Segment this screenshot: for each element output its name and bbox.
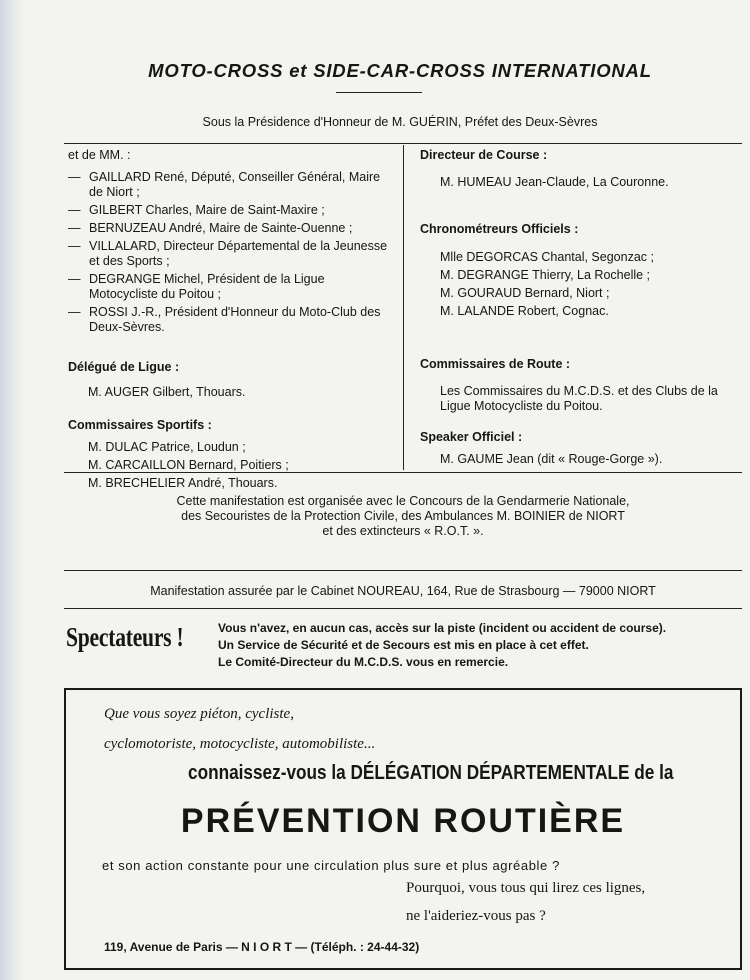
box-question-line2: ne l'aideriez-vous pas ? [406, 908, 546, 924]
delegue-heading: Délégué de Ligue : [68, 360, 180, 374]
insurance-top-divider [64, 570, 742, 571]
box-question-line1: Pourquoi, vous tous qui lirez ces lignes, [406, 880, 646, 896]
insurance-line: Manifestation assurée par le Cabinet NOUREAU, 164, Rue de Strasbourg — 79000 NIORT [150, 584, 656, 598]
list-item: M. BRECHELIER André, Thouars. [88, 476, 278, 490]
chrono-heading: Chronométreurs Officiels : [420, 222, 579, 236]
column-divider [403, 145, 404, 470]
spectators-title: Spectateurs ! [66, 622, 184, 652]
presidency-line: Sous la Présidence d'Honneur de M. GUÉRIN, Préfet des Deux-Sèvres [202, 115, 598, 129]
right-column [420, 148, 740, 190]
speaker-section [420, 430, 740, 467]
list-item: — GILBERT Charles, Maire de Saint-Maxire ; [68, 203, 325, 217]
list-item: M. DULAC Patrice, Loudun ; [88, 440, 246, 454]
prevention-routiere-title: PRÉVENTION ROUTIÈRE [180, 802, 626, 840]
box-intro-line1: Que vous soyez piéton, cycliste, [104, 706, 294, 722]
list-item: — VILLALARD, Directeur Départemental de la Jeunesse et des Sports ; [68, 239, 388, 268]
spectators-notice: Vous n'avez, en aucun cas, accès sur la piste (incident ou accident de course). Un Service de Sécurité et de Secours est mis en place à cet effet. Le Comité-Directeur du M.C.D.S. vous en remercie. [218, 621, 667, 669]
chrono-section [420, 222, 740, 322]
list-item: M. CARCAILLON Bernard, Poitiers ; [88, 458, 289, 472]
insurance-bottom-divider [64, 608, 742, 609]
list-item: M. LALANDE Robert, Cognac. [440, 304, 609, 318]
middle-divider [64, 472, 742, 473]
top-divider [64, 143, 742, 144]
delegue-name: M. AUGER Gilbert, Thouars. [88, 385, 246, 399]
members-intro: et de MM. : [68, 148, 131, 162]
route-text: Les Commissaires du M.C.D.S. et des Clubs de la Ligue Motocycliste du Poitou. [440, 384, 718, 413]
organisation-note: Cette manifestation est organisée avec le Concours de la Gendarmerie Nationale, des Secouristes de la Protection Civile, des Ambulances M. BOINIER de NIORT et des extincteurs « R.O.T. ». [176, 494, 630, 538]
box-question: connaissez-vous la DÉLÉGATION DÉPARTEMENTALE de la [188, 762, 674, 784]
chrono-list [420, 250, 740, 319]
delegue-section [68, 360, 394, 400]
honor-members-list [68, 170, 394, 335]
prevention-box [64, 688, 742, 970]
list-item: — ROSSI J.-R., Président d'Honneur du Moto-Club des Deux-Sèvres. [68, 305, 381, 334]
box-intro-line2: cyclomotoriste, motocycliste, automobiliste... [104, 736, 376, 752]
list-item: — BERNUZEAU André, Maire de Sainte-Ouenne ; [68, 221, 353, 235]
page-title: MOTO-CROSS et SIDE-CAR-CROSS INTERNATIONAL [148, 60, 652, 81]
list-item: Mlle DEGORCAS Chantal, Segonzac ; [440, 250, 654, 264]
left-column [68, 148, 394, 338]
speaker-name: M. GAUME Jean (dit « Rouge-Gorge »). [440, 452, 663, 466]
commissaires-list [68, 440, 394, 491]
commissaires-heading: Commissaires Sportifs : [68, 418, 212, 432]
list-item: M. DEGRANGE Thierry, La Rochelle ; [440, 268, 651, 282]
speaker-heading: Speaker Officiel : [420, 430, 523, 444]
title-underline [336, 92, 422, 93]
directeur-heading: Directeur de Course : [420, 148, 548, 162]
box-action-line: et son action constante pour une circulation plus sure et plus agréable ? [102, 858, 560, 873]
commissaires-section [68, 418, 394, 494]
list-item: — GAILLARD René, Député, Conseiller Général, Maire de Niort ; [68, 170, 381, 199]
list-item: M. GOURAUD Bernard, Niort ; [440, 286, 610, 300]
route-section [420, 357, 740, 414]
box-address: 119, Avenue de Paris — N I O R T — (Téléph. : 24-44-32) [104, 940, 420, 954]
directeur-name: M. HUMEAU Jean-Claude, La Couronne. [440, 175, 669, 189]
route-heading: Commissaires de Route : [420, 357, 571, 371]
list-item: — DEGRANGE Michel, Président de la Ligue Motocycliste du Poitou ; [68, 272, 325, 301]
